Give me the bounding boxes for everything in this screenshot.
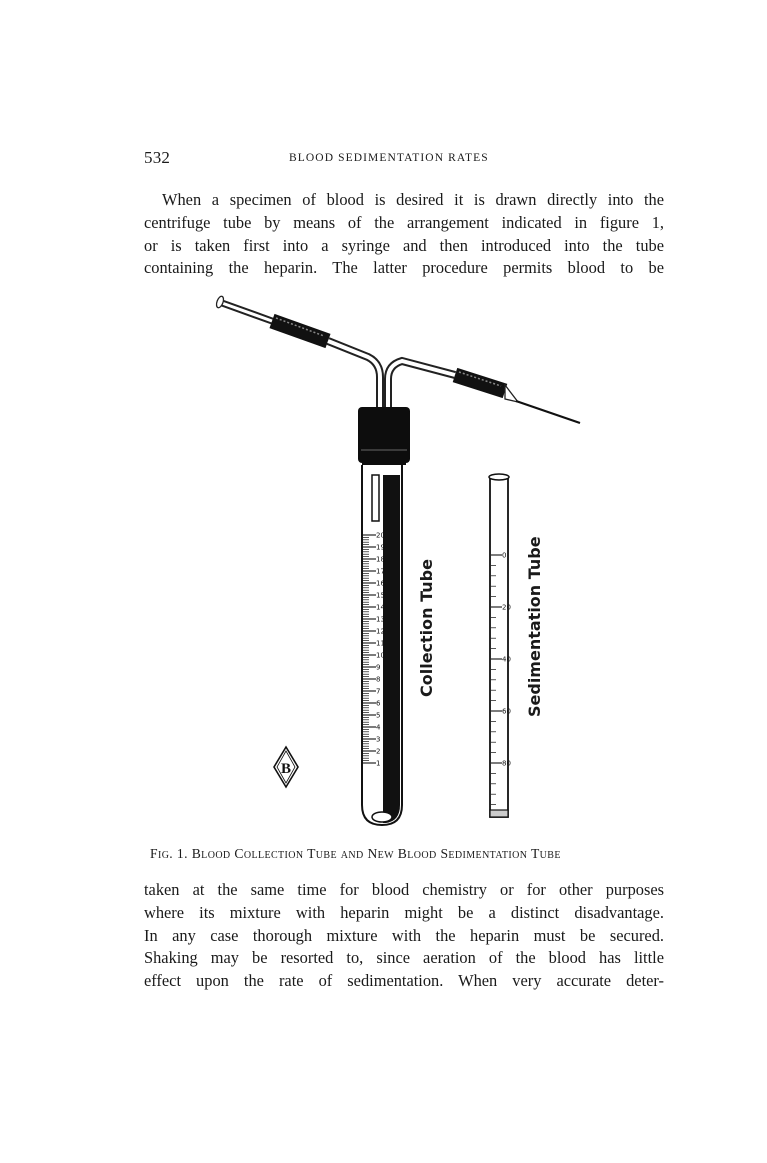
- sedimentation-tube: [489, 474, 511, 817]
- paragraph-2: [144, 879, 664, 993]
- caption-text: Blood Collection Tube and New Blood Sedimentation Tube: [191, 846, 561, 861]
- paragraph-2-line: taken at the same time for blood chemistry or for other purposes: [144, 880, 664, 899]
- collection-scale-label: 11: [376, 639, 385, 648]
- collection-scale-label: 4: [376, 723, 381, 732]
- collection-scale-label: 15: [376, 591, 385, 600]
- figure-illustration: [150, 285, 670, 840]
- collection-scale-label: 9: [376, 663, 381, 672]
- collection-scale-label: 8: [376, 675, 381, 684]
- collection-tube-label: Collection Tube: [417, 559, 436, 697]
- rubber-stopper: [358, 407, 410, 465]
- collection-scale-label: 18: [376, 555, 385, 564]
- running-head: BLOOD SEDIMENTATION RATES: [289, 152, 489, 164]
- right-outlet-needle: [388, 361, 580, 423]
- collection-scale-label: 6: [376, 699, 381, 708]
- collection-scale-label: 7: [376, 687, 381, 696]
- paragraph-2-line: In any case thorough mixture with the heparin must be secured.: [144, 925, 664, 945]
- collection-scale-label: 2: [376, 747, 381, 756]
- sedimentation-tube-label: Sedimentation Tube: [525, 536, 544, 717]
- emblem-letter: B: [280, 761, 292, 777]
- collection-scale-label: 16: [376, 579, 385, 588]
- collection-scale-label: 5: [376, 711, 381, 720]
- paragraph-1: [144, 189, 664, 280]
- page-number: 532: [144, 148, 171, 167]
- sedimentation-scale-label: 20: [502, 603, 511, 612]
- paragraph-1-line: centrifuge tube by means of the arrangement indicated in figure 1,: [144, 212, 664, 232]
- collection-scale-label: 14: [376, 603, 385, 612]
- publisher-emblem: [274, 747, 298, 787]
- figure-caption: [150, 846, 660, 862]
- paragraph-2-line: where its mixture with heparin might be a distinct disadvantage.: [144, 902, 664, 922]
- collection-scale-label: 1: [376, 759, 381, 768]
- collection-scale-label: 3: [376, 735, 381, 744]
- collection-tube: [362, 465, 402, 825]
- collection-scale-label: 20: [376, 531, 385, 540]
- left-inlet-tube: [215, 295, 380, 407]
- paragraph-1-line: containing the heparin. The latter procedure permits blood to be: [144, 258, 664, 278]
- collection-scale-label: 12: [376, 627, 385, 636]
- paragraph-2-line: Shaking may be resorted to, since aeration of the blood has little: [144, 948, 664, 968]
- paragraph-1-line: When a specimen of blood is desired it is drawn directly into the: [162, 190, 664, 209]
- sedimentation-scale-label: 0: [502, 551, 507, 560]
- figure-1: [150, 285, 670, 840]
- collection-scale-label: 10: [376, 651, 385, 660]
- collection-scale-label: 17: [376, 567, 385, 576]
- sedimentation-scale-label: 40: [502, 655, 511, 664]
- caption-label: Fig. 1.: [150, 846, 188, 861]
- collection-scale-label: 13: [376, 615, 385, 624]
- collection-scale-label: 19: [376, 543, 385, 552]
- paragraph-1-line: or is taken first into a syringe and then introduced into the tube: [144, 235, 664, 255]
- paragraph-2-line: effect upon the rate of sedimentation. When very accurate deter-: [144, 971, 664, 991]
- sedimentation-scale-label: 60: [502, 707, 511, 716]
- sedimentation-scale-label: 80: [502, 759, 511, 768]
